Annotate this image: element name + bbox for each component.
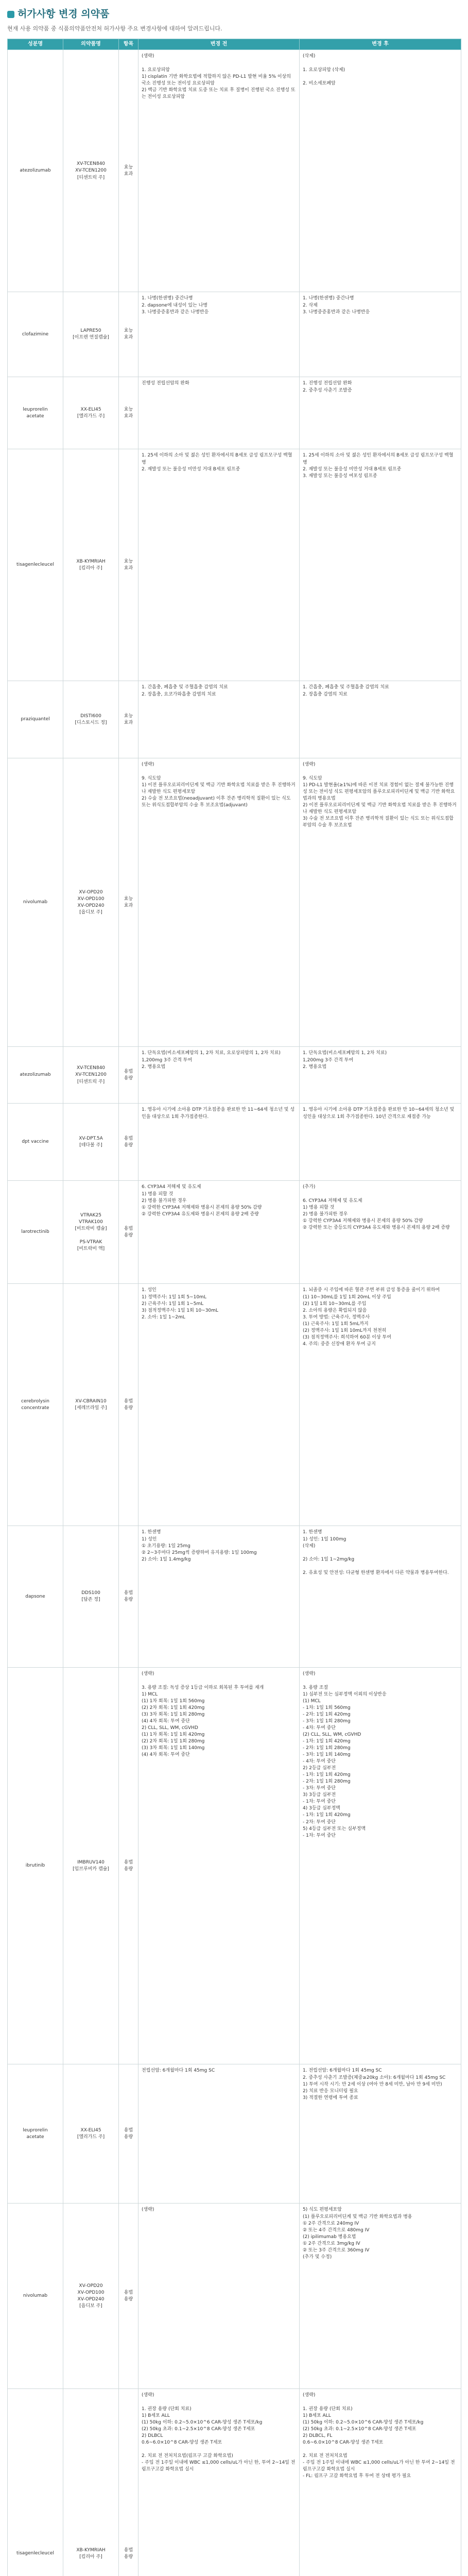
header-product: 의약품명: [63, 39, 119, 50]
product-cell-text: DISTI600 [디스토시드 정]: [75, 713, 107, 725]
table-row: [8, 2204, 461, 2389]
before-cell: [138, 377, 300, 449]
after-cell-text: 1. 단독요법(비소세포폐암의 1, 2차 치료) 1,200mg 3주 간격 투여 2. 병용요법: [303, 1050, 387, 1070]
table-row: [8, 292, 461, 377]
category-cell: [119, 449, 138, 681]
before-cell: [138, 1668, 300, 2064]
table-row: [8, 1181, 461, 1284]
ingredient-cell: [8, 292, 63, 377]
after-cell: [300, 1104, 461, 1181]
category-cell: [119, 2389, 138, 2576]
after-cell-text: (추가) 6. CYP3A4 저해제 및 유도제 1) 병용 피할 것 2) 병용 불가피한 경우 ① 강력한 CYP3A4 저해제와 병용시 본제의 용량 50% 감량 ② 강력한 또는 중등도의 CYP3A4 유도제와 병용시 본제의 용량 2배 증량: [303, 1184, 450, 1230]
category-cell: [119, 681, 138, 758]
category-cell: [119, 1284, 138, 1526]
ingredient-cell-text: dapsone: [25, 1594, 45, 1599]
before-cell: [138, 292, 300, 377]
category-cell: [119, 1526, 138, 1668]
ingredient-cell-text: nivolumab: [23, 2293, 48, 2299]
before-cell-text: 1. 간흡충, 폐흡충 및 주혈흡충 감염의 치료 2. 장흡충, 요코가와흡충 감염의 치료: [142, 685, 228, 697]
page-subtitle: 현재 사용 의약품 중 식품의약품안전처 허가사항 주요 변경사항에 대하여 알려드립니다.: [7, 25, 222, 32]
before-cell-text: 전립선암: 6개월마다 1회 45mg SC: [142, 2068, 215, 2074]
product-cell: [63, 2064, 119, 2204]
category-cell: [119, 1104, 138, 1181]
after-cell: [300, 681, 461, 758]
ingredient-cell-text: leuprorelin acetate: [23, 406, 48, 419]
before-cell-text: 1. 성인 1) 정맥주사: 1일 1회 5~10mL 2) 근육주사: 1일 1회 1~5mL 3) 점적정맥주사: 1일 1회 10~30mL 2. 소아: 1일 1~2mL: [142, 1287, 218, 1320]
category-cell-text: 효능 효과: [124, 558, 133, 571]
product-cell: [63, 1284, 119, 1526]
category-cell-text: 효능 효과: [124, 713, 133, 725]
category-cell-text: 효능 효과: [124, 406, 133, 419]
ingredient-cell-text: cerebrolysin concentrate: [21, 1398, 49, 1411]
after-cell: [300, 292, 461, 377]
ingredient-cell: [8, 1284, 63, 1526]
product-cell: [63, 449, 119, 681]
before-cell-text: 1. 단독요법(비소세포폐암의 1, 2차 치료, 요로상피암의 1, 2차 치료) 1,200mg 3주 간격 투여 2. 병용요법: [142, 1050, 281, 1070]
after-cell-text: 1. 뇌졸중 시 주입에 따른 혈관 주변 부위 급성 통증을 줄이기 위하여 (1) 10~30mL를 1일 1회 20mL 이상 주입 (2) 1일 1회 10~30mL를 주입 2. 소아의 용량은 확립되지 않음 3. 투여 방법: 근육주사, 정맥주사 (1) 근육주사: 1일 1회 5mL까지 (2) 정맥주사: 1일 1회 10mL까지 천천히 (3) 점적정맥주사: 희석하여 60분 이상 투여 4. 주의: 중증 신장애 환자 투여 금지: [303, 1287, 440, 1347]
ingredient-cell-text: atezolizumab: [20, 1072, 51, 1078]
category-cell-text: 효능 효과: [124, 896, 133, 908]
page-title-text: 허가사항 변경 의약품: [18, 8, 110, 20]
ingredient-cell-text: dpt vaccine: [22, 1139, 49, 1145]
ingredient-cell-text: leuprorelin acetate: [23, 2127, 48, 2140]
product-cell: [63, 681, 119, 758]
product-cell-text: XB-KYMRIAH [킴리아 주]: [76, 558, 106, 571]
header-before: 변경 전: [138, 39, 300, 50]
category-cell: [119, 50, 138, 292]
before-cell: [138, 1047, 300, 1104]
product-cell-text: XV-TCEN840 XV-TCEN1200 [티센트릭 주]: [75, 1065, 107, 1084]
before-cell: [138, 758, 300, 1047]
before-cell-text: 1. 영유아 시기에 소아용 DTP 기초접종을 완료한 만 11~64세 청소년 및 성인을 대상으로 1회 추가접종한다.: [142, 1107, 295, 1120]
category-cell: [119, 292, 138, 377]
after-cell-text: 1. 간흡충, 폐흡충 및 주혈흡충 감염의 치료 2. 장흡충 감염의 치료: [303, 685, 389, 697]
table-row: [8, 758, 461, 1047]
ingredient-cell: [8, 1047, 63, 1104]
before-cell: [138, 1284, 300, 1526]
product-cell: [63, 1668, 119, 2064]
category-cell: [119, 2204, 138, 2389]
change-table: [7, 39, 461, 2576]
table-row: [8, 2064, 461, 2204]
after-cell-text: 1. 25세 이하의 소아 및 젊은 성인 환자에서의 B세포 급성 림프모구성 백혈병 2. 재발성 또는 불응성 미만성 거대 B세포 림프종 3. 재발성 또는 불응성 여포성 림프종: [303, 453, 454, 479]
after-cell-text: 1. 영유아 시기에 소아용 DTP 기초접종을 완료한 만 10~64세의 청소년 및 성인을 대상으로 1회 추가접종한다. 10년 간격으로 재접종 가능: [303, 1107, 456, 1120]
before-cell-text: 1. 나병(한센병) 중간나병 2. dapsone에 내성이 있는 나병 3. 나병중증홍반과 같은 나병반응: [142, 296, 209, 315]
before-cell-text: (생략) 9. 식도암 1) 이전 플루오로피리미딘계 및 백금 기반 화학요법 치료를 받은 후 진행하거나 재발한 식도 편평세포암 2) 수술 전 보조요법(neoadjuvant) 이후 잔존 병리학적 질환이 있는 식도 또는 위식도접합부암의 수술 후 보조요법(adjuvant): [142, 762, 296, 808]
ingredient-cell: [8, 1104, 63, 1181]
after-cell: [300, 1284, 461, 1526]
before-cell: [138, 449, 300, 681]
after-cell-text: (생략) 9. 식도암 1) PD-L1 발현율(≥1%)에 따른 이전 치료 경험이 없는 절제 불가능한 진행성 또는 전이성 식도 편평세포암의 플루오로피리미딘계 및 백금 기반 화학요법과의 병용요법 2) 이전 플루오로피리미딘계 및 백금 기반 화학요법 치료를 받은 후 진행하거나 재발한 식도 편평세포암 3) 수술 전 보조요법 이후 잔존 병리학적 질환이 있는 식도 또는 위식도접합부암의 수술 후 보조요법: [303, 762, 457, 828]
ingredient-cell: [8, 2064, 63, 2204]
product-cell-text: XV-CBRAIN10 [세레브라일 주]: [75, 1398, 107, 1411]
before-cell: [138, 50, 300, 292]
product-cell-text: XX-ELI45 [엘리가드 주]: [77, 406, 105, 419]
after-cell-text: (삭제) 1. 요로상피암 (삭제) 2. 비소세포폐암: [303, 54, 345, 86]
product-cell: [63, 1526, 119, 1668]
product-cell-text: XV-DPT.5A [테다볼 주]: [79, 1136, 103, 1148]
page-title: [7, 7, 461, 22]
product-cell: [63, 50, 119, 292]
category-cell: [119, 1047, 138, 1104]
category-cell: [119, 1668, 138, 2064]
table-row: [8, 449, 461, 681]
category-cell-text: 효능 효과: [124, 328, 133, 341]
table-row: [8, 1526, 461, 1668]
table-row: [8, 1668, 461, 2064]
product-cell-text: VTRAK25 VTRAK100 [비트락비 캡슐] PS-VTRAK [비트락비 액]: [75, 1212, 107, 1252]
after-cell-text: 1. 진행성 전립선암 완화 2. 중추성 사춘기 조발증: [303, 381, 352, 393]
before-cell: [138, 1526, 300, 1668]
before-cell: [138, 681, 300, 758]
product-cell: [63, 758, 119, 1047]
product-cell-text: LAPRE50 [이프렌 연질캡슐]: [73, 328, 109, 341]
after-cell: [300, 50, 461, 292]
ingredient-cell-text: larotrectinib: [21, 1229, 49, 1235]
after-cell-text: 1. 한센병 1) 성인: 1일 100mg (삭제) 2) 소아: 1일 1~2mg/kg 2. 유효성 및 안전성: 다균형 한센병 환자에서 다른 약물과 병용투여한다.: [303, 1530, 449, 1575]
before-cell-text: 1. 한센병 1) 성인 ① 초기용량: 1일 25mg ② 2~3주마다 25mg씩 증량하여 유지용량: 1일 100mg 2) 소아: 1일 1.4mg/kg: [142, 1530, 257, 1562]
table-row: [8, 50, 461, 292]
product-cell-text: DDS100 [답존 정]: [81, 1590, 100, 1603]
header-ingredient: 성분명: [8, 39, 63, 50]
page-header: [0, 0, 468, 36]
ingredient-cell-text: tisagenlecleucel: [16, 2551, 54, 2556]
before-cell-text: (생략): [142, 2207, 154, 2213]
after-cell-text: (생략) 3. 용량 조절 1) 심부전 또는 심부정맥 이외의 이상반응 (1) MCL - 1차: 1일 1회 560mg - 2차: 1일 1회 420mg - 3차: 1일 1회 280mg - 4차: 투여 중단 (2) CLL, SLL, WM, cGVHD - 1차: 1일 1회 420mg - 2차: 1일 1회 280mg - 3차: 1일 1회 140mg - 4차: 투여 중단 2) 2등급 심부전 - 1차: 1일 1회 420mg - 2차: 1일 1회 280mg - 3차: 투여 중단 3) 3등급 심부전 - 1차: 투여 중단 4) 3등급 심부정맥 - 1차: 1일 1회 420mg - 2차: 투여 중단 5) 4등급 심부전 또는 심부정맥 - 1차: 투여 중단: [303, 1671, 387, 1838]
category-cell-text: 효능 효과: [124, 164, 133, 177]
after-cell: [300, 2064, 461, 2204]
table-row: [8, 1047, 461, 1104]
table-row: [8, 681, 461, 758]
before-cell-text: (생략) 1. 요로상피암 1) cisplatin 기반 화학요법에 적합하지 않은 PD-L1 발현 비율 5% 이상의 국소 진행성 또는 전이성 요로상피암 2) 백금 기반 화학요법 치료 도중 또는 치료 후 질병이 진행된 국소 진행성 또는 전이성 요로상피암: [142, 54, 296, 99]
category-cell-text: 용법 용량: [124, 1226, 133, 1238]
after-cell: [300, 1526, 461, 1668]
product-cell: [63, 1104, 119, 1181]
ingredient-cell: [8, 1181, 63, 1284]
before-cell-text: 진행성 전립선암의 완화: [142, 381, 189, 386]
header-category: 항목: [119, 39, 138, 50]
after-cell: [300, 1047, 461, 1104]
after-cell: [300, 758, 461, 1047]
ingredient-cell: [8, 1526, 63, 1668]
category-cell: [119, 2064, 138, 2204]
after-cell: [300, 449, 461, 681]
ingredient-cell: [8, 681, 63, 758]
before-cell: [138, 2204, 300, 2389]
after-cell: [300, 1181, 461, 1284]
table-row: [8, 1104, 461, 1181]
table-row: [8, 2389, 461, 2576]
after-cell: [300, 1668, 461, 2064]
ingredient-cell: [8, 449, 63, 681]
product-cell-text: XB-KYMRIAH [킴리아 주]: [76, 2547, 106, 2560]
table-row: [8, 377, 461, 449]
category-cell-text: 용법 용량: [124, 2127, 133, 2140]
category-cell: [119, 377, 138, 449]
after-cell-text: 1. 나병(한센병) 중간나병 2. 삭제 3. 나병중증홍반과 같은 나병반응: [303, 296, 370, 315]
header-after: 변경 후: [300, 39, 461, 50]
ingredient-cell-text: ibrutinib: [25, 1863, 45, 1869]
after-cell-text: (생략) 1. 권장 용량 (단회 치료) 1) B세포 ALL (1) 50kg 이하: 0.2~5.0×10^6 CAR-양성 생존 T세포/kg (2) 50kg 초과: 0.1~2.5×10^8 CAR-양성 생존 T세포 2) DLBCL, FL 0.6~6.0×10^8 CAR-양성 생존 T세포 2. 치료 전 전처치요법 - 주입 전 1주일 이내에 WBC ≤1,000 cells/uL가 아닌 한 투여 2~14일 전 림프구고갈 화학요법 실시 - FL: 림프구 고갈 화학요법 후 투여 전 상태 평가 필요: [303, 2393, 455, 2479]
before-cell: [138, 2064, 300, 2204]
before-cell: [138, 2389, 300, 2576]
ingredient-cell: [8, 2204, 63, 2389]
ingredient-cell-text: atezolizumab: [20, 168, 51, 174]
ingredient-cell: [8, 2389, 63, 2576]
after-cell: [300, 377, 461, 449]
ingredient-cell: [8, 377, 63, 449]
category-cell: [119, 1181, 138, 1284]
product-cell: [63, 292, 119, 377]
before-cell-text: (생략) 1. 권장 용량 (단회 치료) 1) B세포 ALL (1) 50kg 이하: 0.2~5.0×10^6 CAR-양성 생존 T세포/kg (2) 50kg 초과: 0.1~2.5×10^8 CAR-양성 생존 T세포 2) DLBCL 0.6~6.0×10^8 CAR-양성 생존 T세포 2. 치료 전 전처치요법(림프구 고갈 화학요법) - 주입 전 1주일 이내에 WBC ≤1,000 cells/uL가 아닌 한, 투여 2~14일 전 림프구고갈 화학요법 실시: [142, 2393, 296, 2472]
product-cell-text: XX-ELI45 [엘리가드 주]: [77, 2127, 105, 2140]
before-cell-text: 6. CYP3A4 저해제 및 유도제 1) 병용 피할 것 2) 병용 불가피한 경우 ① 강력한 CYP3A4 저해제와 병용시 본제의 용량 50% 감량 ② 강력한 CYP3A4 유도제와 병용시 본제의 용량 2배 증량: [142, 1184, 262, 1217]
before-cell-text: (생략) 3. 용량 조절: 독성 증상 1등급 이하로 회복된 후 투여를 재개 1) MCL (1) 1차 회복: 1일 1회 560mg (2) 2차 회복: 1일 1회 420mg (3) 3차 회복: 1일 1회 280mg (4) 4차 회복: 투여 중단 2) CLL, SLL, WM, cGVHD (1) 1차 회복: 1일 1회 420mg (2) 2차 회복: 1일 1회 280mg (3) 3차 회복: 1일 1회 140mg (4) 4차 회복: 투여 중단: [142, 1671, 264, 1758]
before-cell: [138, 1104, 300, 1181]
ingredient-cell: [8, 50, 63, 292]
ingredient-cell: [8, 758, 63, 1047]
ingredient-cell-text: clofazimine: [22, 331, 49, 337]
ingredient-cell-text: tisagenlecleucel: [16, 562, 54, 568]
product-cell-text: XV-OPD20 XV-OPD100 XV-OPD240 [옵디보 주]: [77, 2283, 105, 2309]
after-cell-text: 1. 전립선암: 6개월마다 1회 45mg SC 2. 중추성 사춘기 조발증(체중≥20kg 소아): 6개월마다 1회 45mg SC 1) 투여 시작 시기: 만 2세 이상 (여아 만 8세 미만, 남아 만 9세 미만) 2) 치료 반응 모니터링 필요 3) 적절한 연령에 투여 종료: [303, 2068, 446, 2100]
category-cell-text: 용법 용량: [124, 2547, 133, 2560]
category-cell: [119, 758, 138, 1047]
before-cell-text: 1. 25세 이하의 소아 및 젊은 성인 환자에서의 B세포 급성 림프모구성 백혈병 2. 재발성 또는 불응성 미만성 거대 B세포 림프종: [142, 453, 292, 472]
after-cell: [300, 2204, 461, 2389]
product-cell: [63, 2204, 119, 2389]
category-cell-text: 용법 용량: [124, 1859, 133, 1872]
after-cell: [300, 2389, 461, 2576]
category-cell-text: 용법 용량: [124, 1136, 133, 1148]
before-cell: [138, 1181, 300, 1284]
category-cell-text: 용법 용량: [124, 1590, 133, 1603]
product-cell-text: IMBRUV140 [임브루비카 캡슐]: [73, 1859, 109, 1872]
product-cell: [63, 1047, 119, 1104]
ingredient-cell-text: nivolumab: [23, 900, 48, 905]
product-cell-text: XV-TCEN840 XV-TCEN1200 [티센트릭 주]: [75, 161, 107, 180]
table-row: [8, 1284, 461, 1526]
product-cell: [63, 2389, 119, 2576]
category-cell-text: 용법 용량: [124, 1069, 133, 1081]
product-cell: [63, 1181, 119, 1284]
product-cell-text: XV-OPD20 XV-OPD100 XV-OPD240 [옵디보 주]: [77, 889, 105, 916]
table-header-row: [8, 39, 461, 50]
document-icon: [7, 11, 14, 18]
product-cell: [63, 377, 119, 449]
category-cell-text: 용법 용량: [124, 1398, 133, 1411]
after-cell-text: 5) 식도 편평세포암 (1) 플루오로피리미딘계 및 백금 기반 화학요법과 병용 ① 2주 간격으로 240mg IV ② 또는 4주 간격으로 480mg IV (2) ipilimumab 병용요법 ① 2주 간격으로 3mg/kg IV ② 또는 3주 간격으로 360mg IV (추가 및 수정): [303, 2207, 412, 2260]
ingredient-cell: [8, 1668, 63, 2064]
category-cell-text: 용법 용량: [124, 2290, 133, 2302]
ingredient-cell-text: praziquantel: [21, 717, 50, 722]
